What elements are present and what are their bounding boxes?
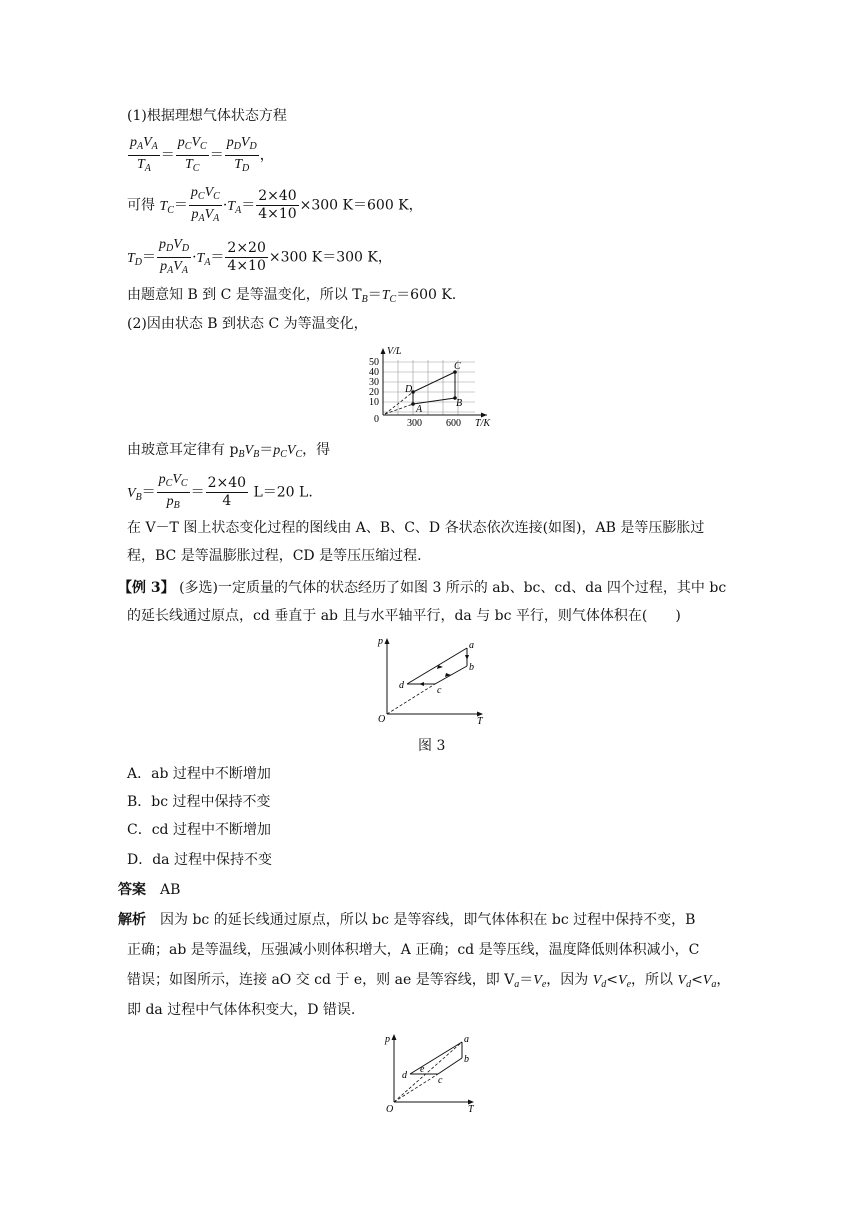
x-tick: 600 [446,418,461,429]
part1-heading: (1)根据理想气体状态方程 [127,108,287,124]
x-axis-label: T [477,716,483,724]
x-tick: 300 [407,418,422,429]
gas-state-equation: $\frac{p_AV_A}{T_A}$ ＝ $\frac{p_CV_C}{T_C}$ ＝ $\frac{p_DV_D}{T_D}$ ， [130,135,274,174]
point-label: B [456,398,463,409]
y-tick: 10 [369,397,379,408]
point-label: a [464,1034,469,1045]
pt-diagram-fig3 [375,634,490,724]
point-label: d [402,1070,407,1081]
vt-diagram [365,342,495,430]
y-tick: 0 [374,414,379,425]
x-axis-label: T [468,1104,474,1115]
pt-diagram-analysis [382,1030,482,1115]
point-label: A [416,404,423,415]
y-axis-label: p [378,636,383,647]
analysis-line-2: 正确；ab 是等温线，压强减小则体积增大，A 正确；cd 是等压线，温度降低则体积减小，C [127,942,700,958]
part2-heading: (2)因由状态 B 到状态 C 为等温变化， [127,316,368,332]
boyle-law-line: 由玻意耳定律有 $p_BV_B=p_CV_C$，得 [127,442,331,460]
part2-desc-1: 在 V－T 图上状态变化过程的图线由 A、B、C、D 各状态依次连接(如图)，AB 是等压膨胀过 [127,520,705,536]
example-3-cont: 的延长线通过原点，cd 垂直于 ab 且与水平轴平行，da 与 bc 平行，则气体体积在( ) [127,608,681,624]
y-axis-label: V/L [387,346,402,357]
point-label: c [438,1075,443,1086]
y-tick: 40 [369,367,379,378]
point-label: e [420,1064,425,1075]
analysis-line-3: 错误；如图所示，连接 aO 交 cd 于 e，则 ae 是等容线，即 $V_a=V_e$，因为 $V_d<V_e$，所以 $V_d<V_a$， [127,972,731,990]
option-b: B．bc 过程中保持不变 [127,794,271,810]
answer: 答案 AB [118,882,181,898]
y-tick: 50 [369,357,379,368]
point-label: D [405,384,413,395]
td-equation: $T_D=$ $\frac{p_DV_D}{p_AV_A}$ $\cdot T_A=$ $\frac{2\times 20}{4\times 10}$ ×300 K＝300 K， [127,237,392,276]
origin-label: O [378,714,386,724]
y-tick: 20 [369,387,379,398]
y-axis-label: p [385,1034,390,1045]
point-label: a [469,640,474,651]
point-label: b [469,662,474,673]
option-c: C．cd 过程中不断增加 [127,822,271,838]
vb-equation: $V_B=$ $\frac{p_CV_C}{p_B}$ ＝ $\frac{2\times 40}{4}$ L＝20 L. [127,472,313,511]
point-label: b [464,1054,469,1065]
tc-equation: 可得 $T_C=$ $\frac{p_CV_C}{p_AV_A}$ $\cdot T_A=$ $\frac{2\times 40}{4\times 10}$ ×300 K＝600 K， [127,185,423,224]
origin-label: O [386,1104,394,1115]
point-label: C [454,361,461,372]
part1-conclusion: 由题意知 B 到 C 是等温变化，所以 $T_B=T_C=600$ K. [127,287,457,305]
part2-desc-2: 程，BC 是等温膨胀过程，CD 是等压压缩过程. [127,548,422,564]
analysis-line-1: 解析 因为 bc 的延长线通过原点，所以 bc 是等容线，即气体体积在 bc 过程中保持不变，B [118,912,696,928]
y-tick: 30 [369,377,379,388]
example-3: 【例 3】 (多选)一定质量的气体的状态经历了如图 3 所示的 ab、bc、cd、da 四个过程，其中 bc [118,580,727,596]
x-axis-label: T/K [475,418,491,429]
point-label: d [399,680,404,691]
option-d: D．da 过程中保持不变 [127,852,272,868]
analysis-line-4: 即 da 过程中气体体积变大，D 错误. [127,1002,356,1018]
option-a: A．ab 过程中不断增加 [127,766,271,782]
figure-3-caption: 图 3 [418,738,446,754]
point-label: c [437,685,442,696]
